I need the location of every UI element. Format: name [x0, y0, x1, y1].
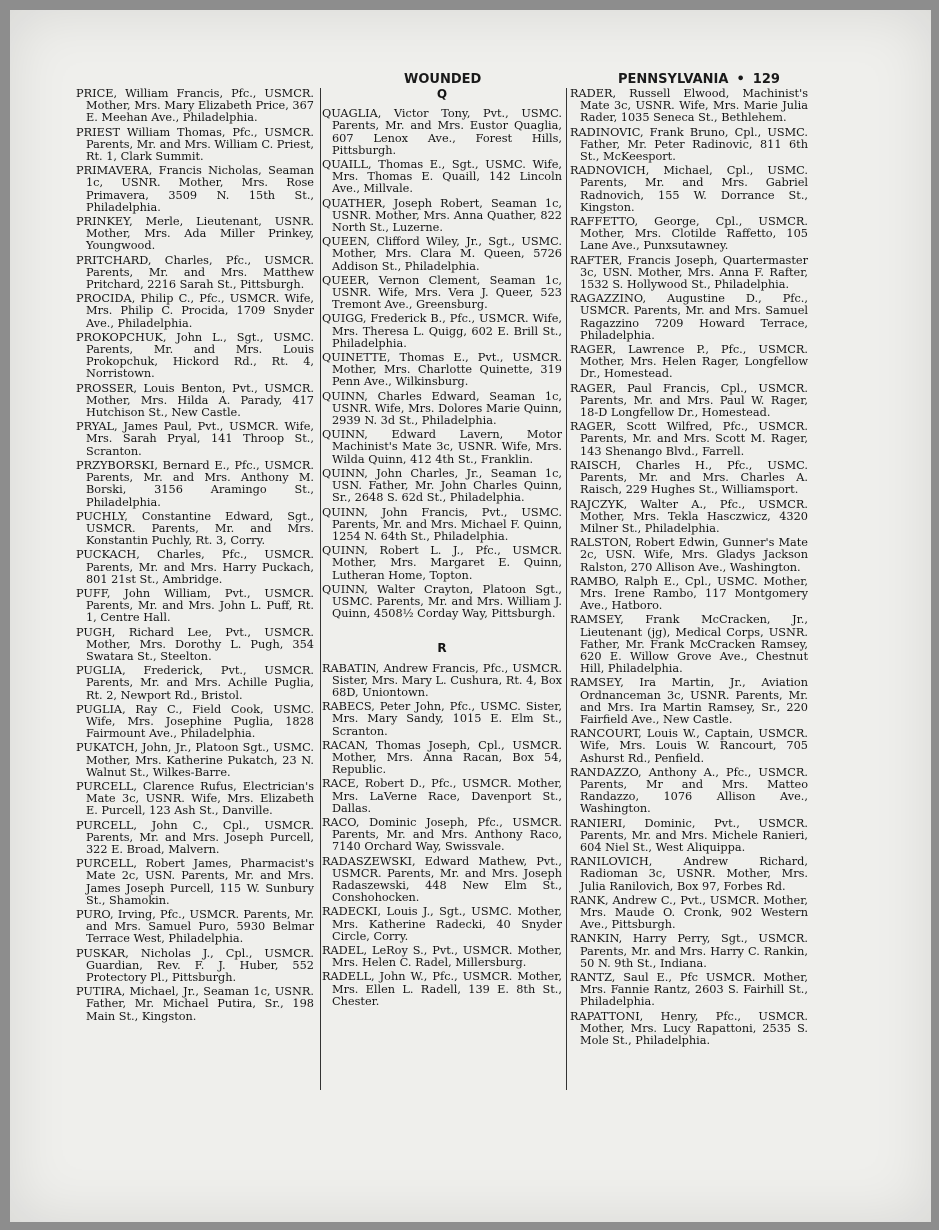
casualty-entry: RAGER, Scott Wilfred, Pfc., USMCR. Parents, Mr. and Mrs. Scott M. Rager, 143 Shenango Blvd., Farrell.: [570, 420, 808, 458]
casualty-entry: PUGLIA, Ray C., Field Cook, USMC. Wife, Mrs. Josephine Puglia, 1828 Fairmount Ave., Philadelphia.: [76, 702, 314, 741]
casualty-entry: RALSTON, Robert Edwin, Gunner's Mate 2c, USN. Wife, Mrs. Gladys Jackson Ralston, 270 Allison Ave., Washington.: [570, 536, 808, 574]
column-divider-left: [320, 88, 321, 1090]
casualty-entry: PRITCHARD, Charles, Pfc., USMCR. Parents, Mr. and Mrs. Matthew Pritchard, 2216 Sarah St., Pittsburgh.: [76, 253, 314, 292]
casualty-entry: QUINN, Edward Lavern, Motor Machinist's Mate 3c, USNR. Wife, Mrs. Wilda Quinn, 412 4th St., Franklin.: [322, 428, 562, 466]
casualty-entry: RADEL, LeRoy S., Pvt., USMCR. Mother, Mrs. Helen C. Radel, Millersburg.: [322, 944, 562, 970]
casualty-entry: PRICE, William Francis, Pfc., USMCR. Mother, Mrs. Mary Elizabeth Price, 367 E. Meehan Ave., Philadelphia.: [76, 87, 314, 125]
column-left: [76, 88, 314, 1025]
casualty-entry: RAFFETTO, George, Cpl., USMCR. Mother, Mrs. Clotilde Raffetto, 105 Lane Ave., Punxsutawney.: [570, 215, 808, 253]
casualty-entry: RAMSEY, Frank McCracken, Jr., Lieutenant (jg), Medical Corps, USNR. Father, Mr. Frank McCracken Ramsey, 620 E. Willow Grove Ave., Chestnut Hill, Philadelphia.: [570, 613, 808, 676]
casualty-entry: RAPATTONI, Henry, Pfc., USMCR. Mother, Mrs. Lucy Rapattoni, 2535 S. Mole St., Philadelphia.: [570, 1009, 808, 1048]
casualty-entry: PUGH, Richard Lee, Pvt., USMCR. Mother, Mrs. Dorothy L. Pugh, 354 Swatara St., Steelton.: [76, 625, 314, 663]
section-q-entries: [322, 108, 562, 620]
casualty-entry: QUATHER, Joseph Robert, Seaman 1c, USNR. Mother, Mrs. Anna Quather, 822 North St., Luzerne.: [322, 196, 562, 235]
casualty-entry: RAJCZYK, Walter A., Pfc., USMCR. Mother, Mrs. Tekla Hasczwicz, 4320 Milner St., Philadelphia.: [570, 497, 808, 535]
column-divider-right: [566, 88, 567, 1090]
casualty-entry: PUFF, John William, Pvt., USMCR. Parents, Mr. and Mrs. John L. Puff, Rt. 1, Centre Hall.: [76, 586, 314, 625]
casualty-entry: RADER, Russell Elwood, Machinist's Mate 3c, USNR. Wife, Mrs. Marie Julia Rader, 1035 Seneca St., Bethlehem.: [570, 87, 808, 125]
casualty-entry: RANCOURT, Louis W., Captain, USMCR. Wife, Mrs. Louis W. Rancourt, 705 Ashurst Rd., Penfield.: [570, 727, 808, 765]
casualty-entry: RANIERI, Dominic, Pvt., USMCR. Parents, Mr. and Mrs. Michele Ranieri, 604 Niel St., West Aliquippa.: [570, 816, 808, 854]
casualty-entry: PURCELL, Clarence Rufus, Electrician's Mate 3c, USNR. Wife, Mrs. Elizabeth E. Purcell, 123 Ash St., Danville.: [76, 779, 314, 818]
casualty-entry: QUINN, John Charles, Jr., Seaman 1c, USN. Father, Mr. John Charles Quinn, Sr., 2648 S. 62d St., Philadelphia.: [322, 466, 562, 505]
casualty-entry: RADINOVIC, Frank Bruno, Cpl., USMC. Father, Mr. Peter Radinovic, 811 6th St., McKeesport.: [570, 125, 808, 164]
casualty-entry: PURCELL, Robert James, Pharmacist's Mate 2c, USN. Parents, Mr. and Mrs. James Joseph Purcell, 115 W. Sunbury St., Shamokin.: [76, 857, 314, 907]
header-section-title: WOUNDED: [404, 72, 482, 87]
casualty-entry: RADNOVICH, Michael, Cpl., USMC. Parents, Mr. and Mrs. Gabriel Radnovich, 155 W. Dorrance St., Kingston.: [570, 164, 808, 214]
casualty-entry: RACAN, Thomas Joseph, Cpl., USMCR. Mother, Mrs. Anna Racan, Box 54, Republic.: [322, 738, 562, 777]
header-state: PENNSYLVANIA: [618, 72, 729, 87]
casualty-entry: RAMBO, Ralph E., Cpl., USMC. Mother, Mrs. Irene Rambo, 117 Montgomery Ave., Hatboro.: [570, 574, 808, 613]
casualty-entry: RANK, Andrew C., Pvt., USMCR. Mother, Mrs. Maude O. Cronk, 902 Western Ave., Pittsburgh.: [570, 893, 808, 932]
section-r-entries: [322, 663, 562, 1008]
casualty-entry: PRIEST William Thomas, Pfc., USMCR. Parents, Mr. and Mrs. William C. Priest, Rt. 1, Clark Summit.: [76, 125, 314, 164]
casualty-entry: QUINN, Walter Crayton, Platoon Sgt., USMC. Parents, Mr. and Mrs. William J. Quinn, 4508½ Corday Way, Pittsburgh.: [322, 582, 562, 621]
casualty-entry: PROCIDA, Philip C., Pfc., USMCR. Wife, Mrs. Philip C. Procida, 1709 Snyder Ave., Philadelphia.: [76, 292, 314, 330]
header-state-and-page: [618, 72, 780, 87]
header-bullet: •: [736, 72, 745, 87]
section-heading-r: R: [437, 641, 447, 656]
casualty-entry: RAMSEY, Ira Martin, Jr., Aviation Ordnanceman 3c, USNR. Parents, Mr. and Mrs. Ira Martin Ramsey, Sr., 220 Fairfield Ave., New Castle.: [570, 676, 808, 726]
casualty-entry: RACO, Dominic Joseph, Pfc., USMCR. Parents, Mr. and Mrs. Anthony Raco, 7140 Orchard Way, Swissvale.: [322, 815, 562, 854]
casualty-entry: RAISCH, Charles H., Pfc., USMC. Parents, Mr. and Mrs. Charles A. Raisch, 229 Hughes St., Williamsport.: [570, 458, 808, 497]
casualty-entry: QUINN, Charles Edward, Seaman 1c, USNR. Wife, Mrs. Dolores Marie Quinn, 2939 N. 3d St., Philadelphia.: [322, 389, 562, 428]
casualty-entry: RADECKI, Louis J., Sgt., USMC. Mother, Mrs. Katherine Radecki, 40 Snyder Circle, Corry.: [322, 905, 562, 943]
casualty-entry: RAFTER, Francis Joseph, Quartermaster 3c, USN. Mother, Mrs. Anna F. Rafter, 1532 S. Hollywood St., Philadelphia.: [570, 253, 808, 292]
casualty-entry: PUCHLY, Constantine Edward, Sgt., USMCR. Parents, Mr. and Mrs. Konstantin Puchly, Rt. 3, Corry.: [76, 509, 314, 548]
casualty-entry: RANILOVICH, Andrew Richard, Radioman 3c, USNR. Mother, Mrs. Julia Ranilovich, Box 97, Forbes Rd.: [570, 855, 808, 893]
casualty-entry: PUCKACH, Charles, Pfc., USMCR. Parents, Mr. and Mrs. Harry Puckach, 801 21st St., Ambridge.: [76, 548, 314, 586]
casualty-entry: RABECS, Peter John, Pfc., USMC. Sister, Mrs. Mary Sandy, 1015 E. Elm St., Scranton.: [322, 700, 562, 738]
casualty-entry: QUEER, Vernon Clement, Seaman 1c, USNR. Wife, Mrs. Vera J. Queer, 523 Tremont Ave., Greensburg.: [322, 273, 562, 312]
column-right: [570, 88, 808, 1049]
casualty-entry: RACE, Robert D., Pfc., USMCR. Mother, Mrs. LaVerne Race, Davenport St., Dallas.: [322, 777, 562, 815]
casualty-entry: RADASZEWSKI, Edward Mathew, Pvt., USMCR. Parents, Mr. and Mrs. Joseph Radaszewski, 448 New Elm St., Conshohocken.: [322, 854, 562, 905]
casualty-entry: QUINN, Robert L. J., Pfc., USMCR. Mother, Mrs. Margaret E. Quinn, Lutheran Home, Topton.: [322, 544, 562, 582]
casualty-entry: RAGER, Lawrence P., Pfc., USMCR. Mother, Mrs. Helen Rager, Longfellow Dr., Homestead.: [570, 343, 808, 381]
casualty-entry: PRZYBORSKI, Bernard E., Pfc., USMCR. Parents, Mr. and Mrs. Anthony M. Borski, 3156 Aramingo St., Philadelphia.: [76, 458, 314, 509]
casualty-entry: QUAGLIA, Victor Tony, Pvt., USMC. Parents, Mr. and Mrs. Eustor Quaglia, 607 Lenox Ave., Forest Hills, Pittsburgh.: [322, 107, 562, 157]
casualty-entry: QUAILL, Thomas E., Sgt., USMC. Wife, Mrs. Thomas E. Quaill, 142 Lincoln Ave., Millvale.: [322, 158, 562, 196]
casualty-entry: PUSKAR, Nicholas J., Cpl., USMCR. Guardian, Rev. F. J. Huber, 552 Protectory Pl., Pittsburgh.: [76, 946, 314, 985]
casualty-entry: RANTZ, Saul E., Pfc USMCR. Mother, Mrs. Fannie Rantz, 2603 S. Fairhill St., Philadelphia.: [570, 971, 808, 1009]
casualty-entry: PROKOPCHUK, John L., Sgt., USMC. Parents, Mr. and Mrs. Louis Prokopchuk, Hickord Rd., Rt. 4, Norristown.: [76, 330, 314, 381]
column-middle: [322, 88, 562, 1010]
casualty-entry: PURCELL, John C., Cpl., USMCR. Parents, Mr. and Mrs. Joseph Purcell, 322 E. Broad, Malvern.: [76, 818, 314, 856]
casualty-entry: QUIGG, Frederick B., Pfc., USMCR. Wife, Mrs. Theresa L. Quigg, 602 E. Brill St., Philadelphia.: [322, 312, 562, 350]
casualty-entry: QUINN, John Francis, Pvt., USMC. Parents, Mr. and Mrs. Michael F. Quinn, 1254 N. 64th St., Philadelphia.: [322, 505, 562, 543]
casualty-entry: PRINKEY, Merle, Lieutenant, USNR. Mother, Mrs. Ada Miller Prinkey, Youngwood.: [76, 215, 314, 253]
section-heading-q: Q: [436, 87, 448, 101]
casualty-entry: RANKIN, Harry Perry, Sgt., USMCR. Parents, Mr. and Mrs. Harry C. Rankin, 50 N. 9th St., Indiana.: [570, 932, 808, 970]
casualty-entry: PRYAL, James Paul, Pvt., USMCR. Wife, Mrs. Sarah Pryal, 141 Throop St., Scranton.: [76, 420, 314, 458]
casualty-entry: PUKATCH, John, Jr., Platoon Sgt., USMC. Mother, Mrs. Katherine Pukatch, 23 N. Walnut St., Wilkes-Barre.: [76, 741, 314, 779]
casualty-entry: RANDAZZO, Anthony A., Pfc., USMCR. Parents, Mr and Mrs. Matteo Randazzo, 1076 Allison Ave., Washington.: [570, 765, 808, 816]
casualty-entry: PROSSER, Louis Benton, Pvt., USMCR. Mother, Mrs. Hilda A. Parady, 417 Hutchison St., New Castle.: [76, 381, 314, 420]
casualty-entry: PUGLIA, Frederick, Pvt., USMCR. Parents, Mr. and Mrs. Achille Puglia, Rt. 2, Newport Rd., Bristol.: [76, 664, 314, 702]
casualty-entry: QUEEN, Clifford Wiley, Jr., Sgt., USMC. Mother, Mrs. Clara M. Queen, 5726 Addison St., Philadelphia.: [322, 235, 562, 273]
casualty-entry: RADELL, John W., Pfc., USMCR. Mother, Mrs. Ellen L. Radell, 139 E. 8th St., Chester.: [322, 970, 562, 1008]
casualty-entry: PURO, Irving, Pfc., USMCR. Parents, Mr. and Mrs. Samuel Puro, 5930 Belmar Terrace West, Philadelphia.: [76, 908, 314, 946]
casualty-entry: RAGAZZINO, Augustine D., Pfc., USMCR. Parents, Mr. and Mrs. Samuel Ragazzino 7209 Howard Terrace, Philadelphia.: [570, 292, 808, 342]
casualty-entry: RAGER, Paul Francis, Cpl., USMCR. Parents, Mr. and Mrs. Paul W. Rager, 18-D Longfellow Dr., Homestead.: [570, 381, 808, 420]
casualty-entry: RABATIN, Andrew Francis, Pfc., USMCR. Sister, Mrs. Mary L. Cushura, Rt. 4, Box 68D, Uniontown.: [322, 661, 562, 699]
casualty-entry: PRIMAVERA, Francis Nicholas, Seaman 1c, USNR. Mother, Mrs. Rose Primavera, 3509 N. 15th St., Philadelphia.: [76, 164, 314, 214]
casualty-entry: PUTIRA, Michael, Jr., Seaman 1c, USNR. Father, Mr. Michael Putira, Sr., 198 Main St., Kingston.: [76, 985, 314, 1023]
page-number: 129: [752, 72, 780, 87]
casualty-entry: QUINETTE, Thomas E., Pvt., USMCR. Mother, Mrs. Charlotte Quinette, 319 Penn Ave., Wilkinsburg.: [322, 351, 562, 389]
